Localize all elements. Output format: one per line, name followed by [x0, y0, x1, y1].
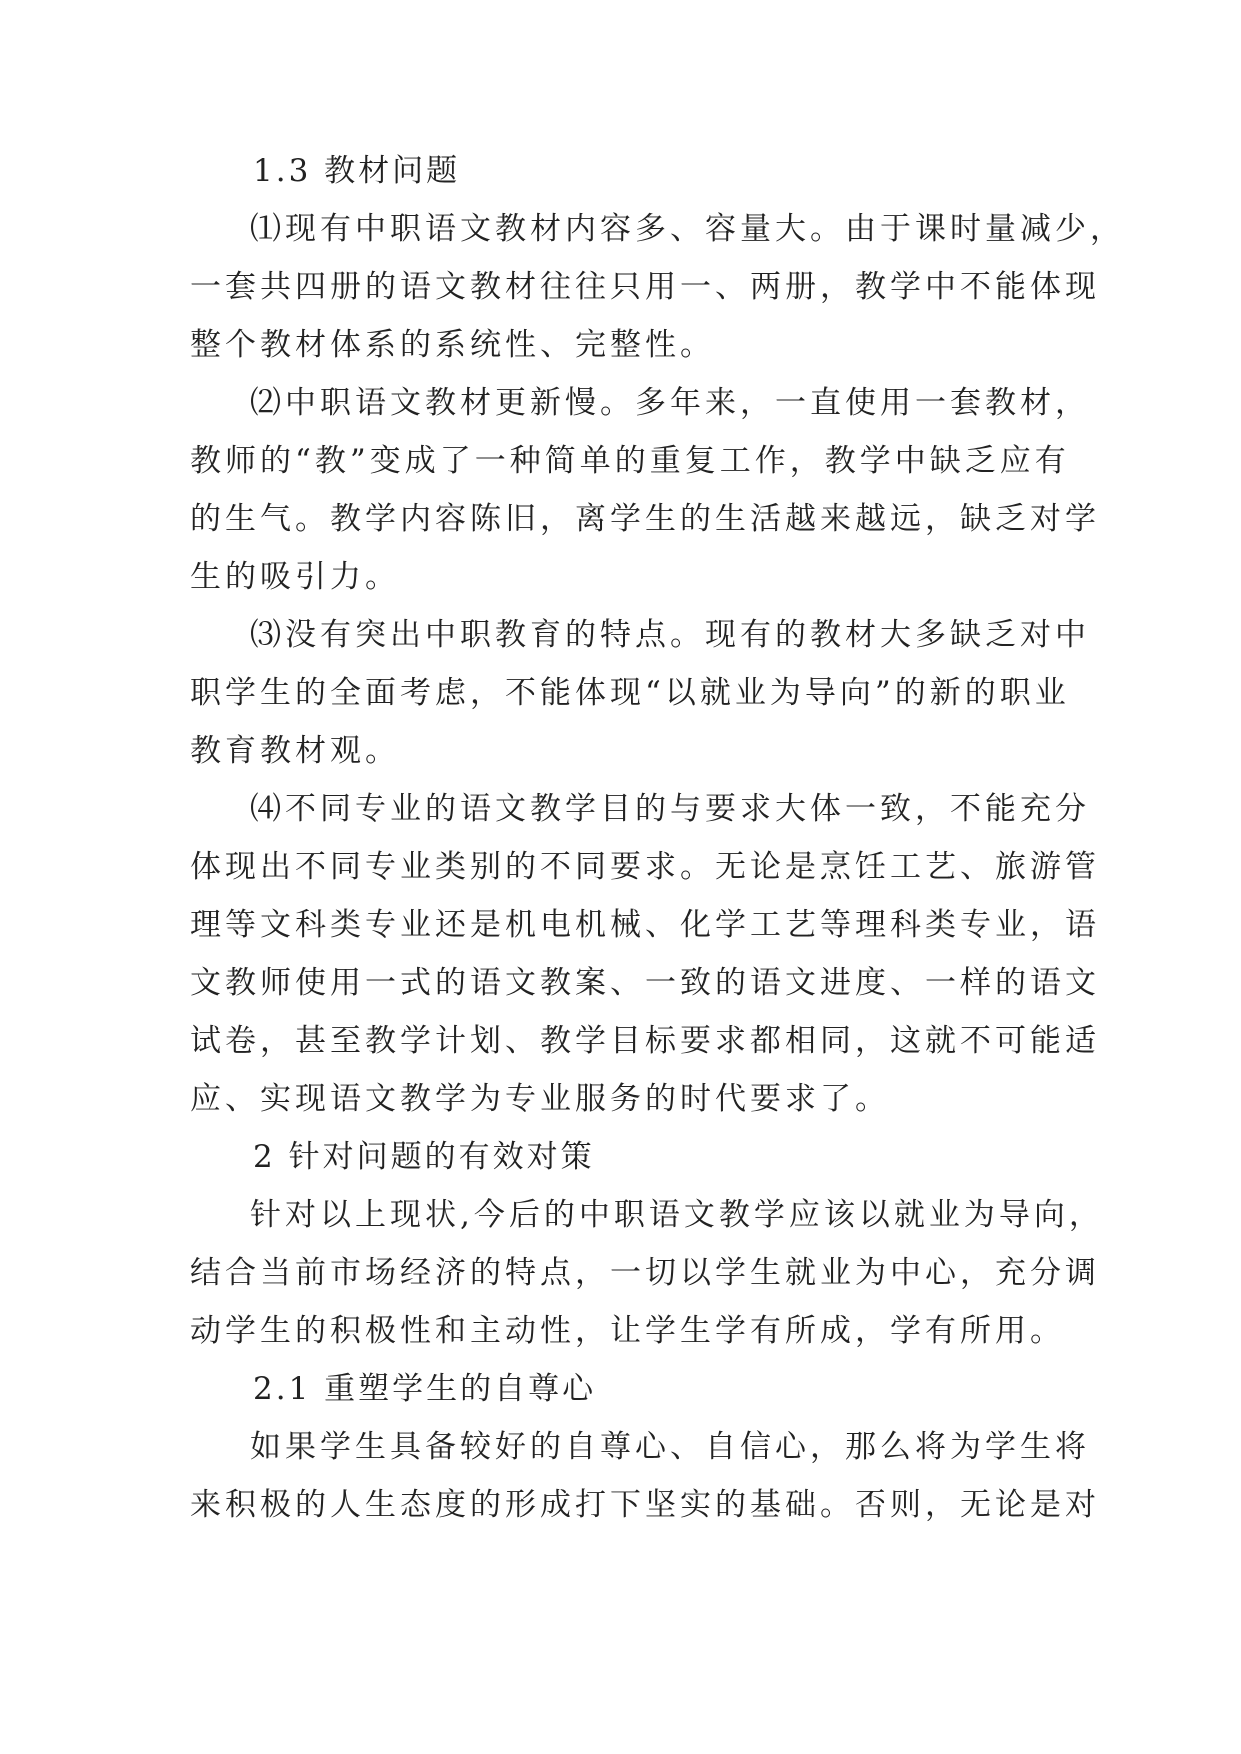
paragraph-line: 试卷，甚至教学计划、教学目标要求都相同，这就不可能适 [190, 1023, 1100, 1059]
paragraph-line: 如果学生具备较好的自尊心、自信心，那么将为学生将 [250, 1429, 1090, 1465]
paragraph-countermeasures [190, 1186, 1104, 1360]
paragraph-line: 针对以上现状,今后的中职语文教学应该以就业为导向， [250, 1197, 1104, 1233]
section-heading-2-1: 2.1 重塑学生的自尊心 [253, 1371, 597, 1407]
paragraph-line: ⑶没有突出中职教育的特点。现有的教材大多缺乏对中 [250, 617, 1090, 653]
paragraph-line: 来积极的人生态度的形成打下坚实的基础。否则，无论是对 [190, 1487, 1100, 1523]
paragraph-line: ⑷不同专业的语文教学目的与要求大体一致，不能充分 [250, 791, 1090, 827]
paragraph-line: 文教师使用一式的语文教案、一致的语文进度、一样的语文 [190, 965, 1100, 1001]
paragraph-line: 的生气。教学内容陈旧，离学生的生活越来越远，缺乏对学 [190, 501, 1100, 537]
section-heading-2: 2 针对问题的有效对策 [253, 1139, 595, 1175]
section-heading-1-3: 1.3 教材问题 [253, 153, 461, 189]
paragraph-line: 动学生的积极性和主动性，让学生学有所成，学有所用。 [190, 1313, 1065, 1349]
paragraph-line: 一套共四册的语文教材往往只用一、两册，教学中不能体现 [190, 269, 1100, 305]
paragraph-line: 应、实现语文教学为专业服务的时代要求了。 [190, 1081, 890, 1117]
paragraph-line: 体现出不同专业类别的不同要求。无论是烹饪工艺、旅游管 [190, 849, 1100, 885]
paragraph-textbook-content [190, 200, 1125, 374]
paragraph-line: ⑴现有中职语文教材内容多、容量大。由于课时量减少， [250, 211, 1125, 247]
paragraph-self-esteem [190, 1418, 1100, 1534]
paragraph-line: ⑵中职语文教材更新慢。多年来，一直使用一套教材， [250, 385, 1090, 421]
paragraph-line: 结合当前市场经济的特点，一切以学生就业为中心，充分调 [190, 1255, 1100, 1291]
paragraph-teaching-goals [190, 780, 1100, 1128]
paragraph-vocational-features [190, 606, 1090, 780]
paragraph-line: 生的吸引力。 [190, 559, 400, 595]
paragraph-line: 整个教材体系的系统性、完整性。 [190, 327, 715, 363]
paragraph-line: 理等文科类专业还是机电机械、化学工艺等理科类专业，语 [190, 907, 1100, 943]
paragraph-line: 职学生的全面考虑，不能体现“以就业为导向”的新的职业 [190, 675, 1070, 711]
paragraph-line: 教育教材观。 [190, 733, 400, 769]
paragraph-textbook-update [190, 374, 1100, 606]
paragraph-line: 教师的“教”变成了一种简单的重复工作，教学中缺乏应有 [190, 443, 1070, 479]
